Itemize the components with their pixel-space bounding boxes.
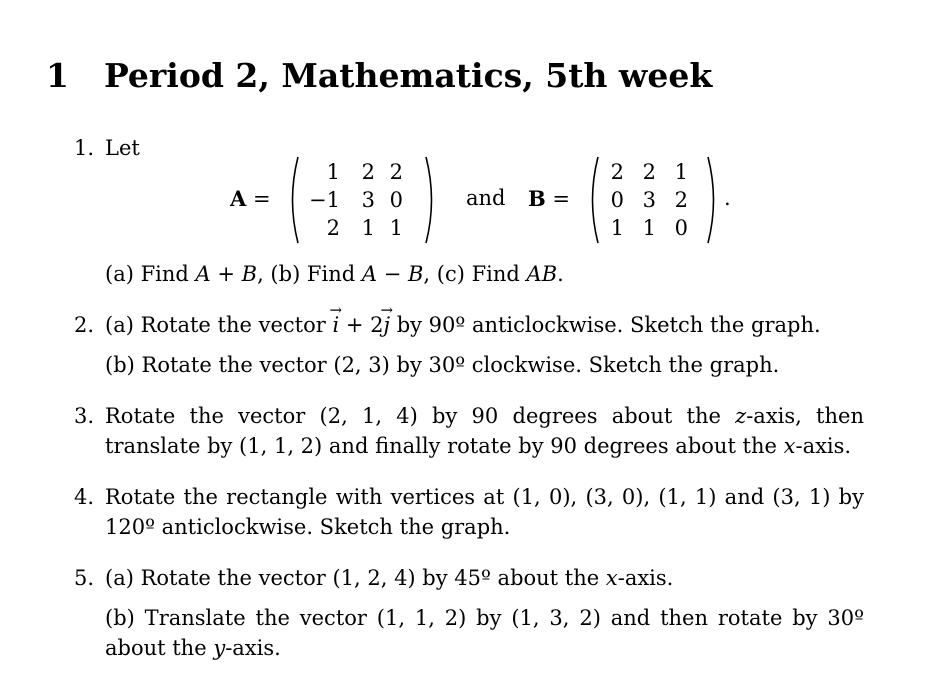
matrix-period: . (724, 186, 731, 210)
part-c-label: , (c) Find (423, 262, 520, 286)
matrix-b-cell: 2 (674, 188, 688, 212)
question-2-marker: 2. (74, 313, 95, 337)
matrix-a-cell: 1 (326, 160, 340, 184)
question-1-marker: 1. (74, 136, 95, 160)
matrix-b-label: B = (528, 186, 571, 211)
matrix-a-cell: 2 (389, 160, 403, 184)
question-3-marker: 3. (74, 404, 95, 428)
question-4-marker: 4. (74, 485, 95, 509)
question-4-text: Rotate the rectangle with vertices at (1, 0), (3, 0), (1, 1) and (3, 1) by 120º anticlockwise. Sketch the graph. (105, 485, 864, 539)
matrix-b-cell: 2 (642, 160, 656, 184)
matrix-b-cell: 0 (610, 188, 624, 212)
right-paren-icon (706, 156, 720, 244)
question-5b: (b) Translate the vector (1, 1, 2) by (1, 3, 2) and then rotate by 30º about the y-axis. (105, 606, 864, 660)
question-2b: (b) Rotate the vector (2, 3) by 30º clockwise. Sketch the graph. (105, 353, 780, 377)
vector-j: → j (384, 310, 391, 340)
question-5 (74, 563, 864, 663)
question-5a: (a) Rotate the vector (1, 2, 4) by 45º about the x-axis. (105, 566, 674, 590)
section-heading (46, 56, 712, 95)
matrix-b-cell: 1 (674, 160, 688, 184)
part-b-expression: A − B (361, 262, 424, 286)
matrix-b-cell: 3 (642, 188, 656, 212)
matrix-a-cell: 1 (389, 216, 403, 240)
matrix-a-cell: 1 (361, 216, 375, 240)
question-3 (74, 401, 864, 461)
matrix-definitions (230, 154, 750, 246)
question-1-parts (74, 259, 864, 289)
part-a-expression: A + B (195, 262, 258, 286)
matrix-a-cell: 3 (361, 188, 375, 212)
matrix-b-cell: 1 (642, 216, 656, 240)
question-4 (74, 482, 864, 542)
question-2a: (a) Rotate the vector → i + 2→ j by 90º anticlockwise. Sketch the graph. (105, 310, 864, 340)
question-2 (74, 310, 864, 380)
matrix-a-cell: 0 (389, 188, 403, 212)
matrix-a-cell: 2 (326, 216, 340, 240)
matrix-b (586, 154, 726, 246)
part-c-expression: AB (526, 262, 558, 286)
part-b-label: , (b) Find (257, 262, 356, 286)
matrix-a-label: A = (230, 186, 271, 211)
matrix-b-cell: 2 (610, 160, 624, 184)
matrix-a (286, 154, 438, 246)
matrix-a-cell: −1 (309, 188, 340, 212)
part-end: . (557, 262, 564, 286)
matrix-b-cell: 0 (674, 216, 688, 240)
section-title: Period 2, Mathematics, 5th week (104, 56, 713, 95)
left-paren-icon (286, 156, 300, 244)
right-paren-icon (424, 156, 438, 244)
vector-i: → i (332, 310, 339, 340)
question-3-text: Rotate the vector (2, 1, 4) by 90 degrees about the z-axis, then translate by (1, 1, 2) and finally rotate by 90 degrees about the x-axis. (105, 404, 864, 458)
matrix-b-cell: 1 (610, 216, 624, 240)
question-1-lead: Let (105, 136, 140, 160)
question-5-marker: 5. (74, 566, 95, 590)
matrix-connector: and (466, 186, 506, 210)
section-number: 1 (46, 56, 69, 95)
matrix-a-cell: 2 (361, 160, 375, 184)
part-a-label: (a) Find (105, 262, 189, 286)
